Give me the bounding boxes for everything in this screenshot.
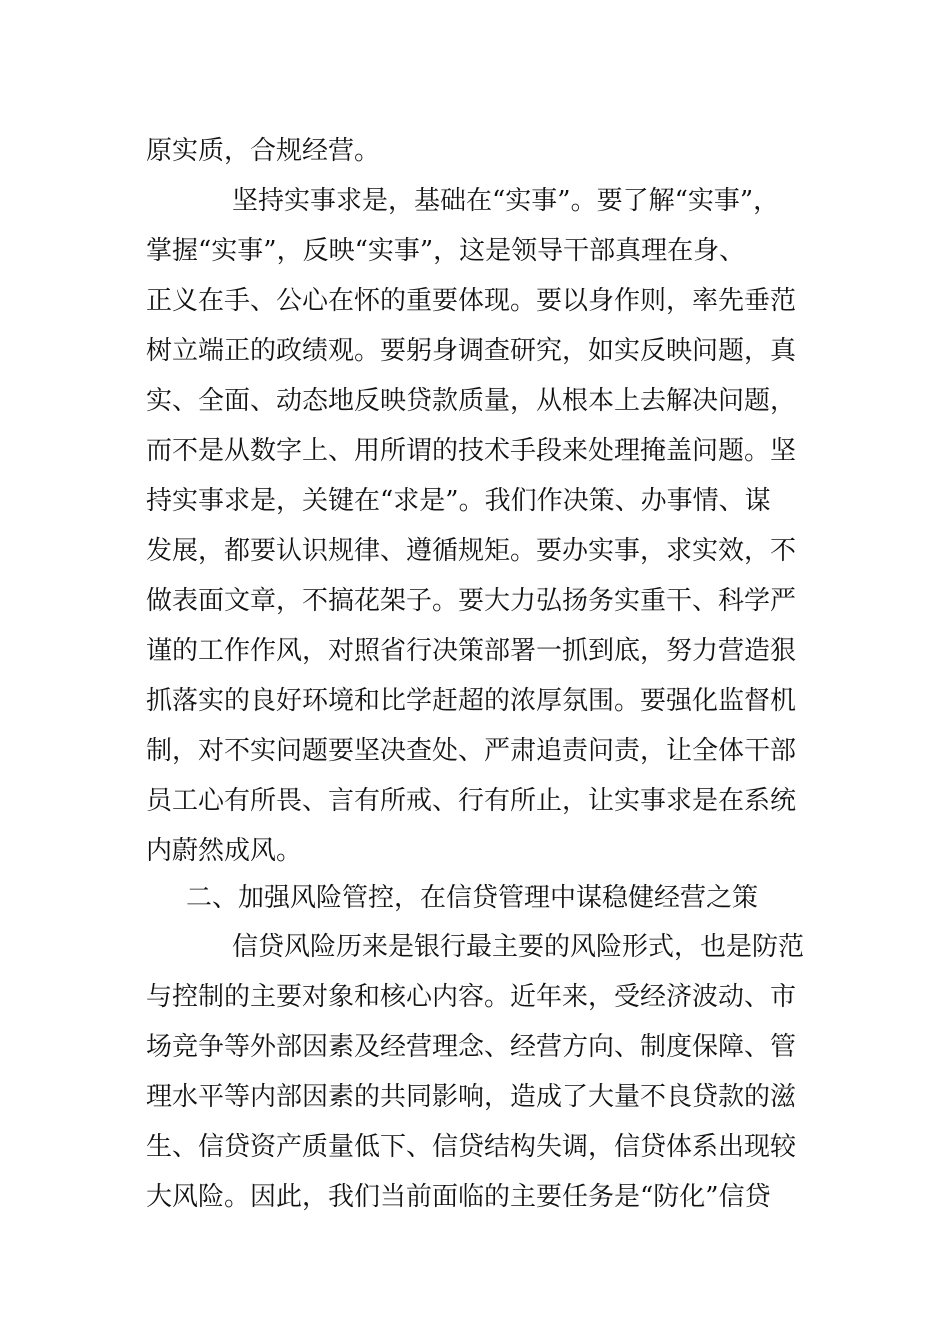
text-line: 谨的工作作风，对照省行决策部署一抓到底，努力营造狠 [146,636,797,666]
section-heading: 二、加强风险管控，在信贷管理中谋稳健经营之策 [186,883,759,913]
paragraph-first-line: 坚持实事求是，基础在“实事”。要了解“实事”， [232,186,780,216]
text-line: 原实质，合规经营。 [146,136,381,166]
text-line: 发展，都要认识规律、遵循规矩。要办实事，求实效，不 [146,536,797,566]
text-line: 内蔚然成风。 [146,836,303,866]
text-line: 制，对不实问题要坚决查处、严肃追责问责，让全体干部 [146,736,797,766]
text-line: 正义在手、公心在怀的重要体现。要以身作则，率先垂范 [146,286,797,316]
text-line: 实、全面、动态地反映贷款质量，从根本上去解决问题， [146,386,797,416]
text-line: 生、信贷资产质量低下、信贷结构失调，信贷体系出现较 [146,1132,797,1162]
text-line: 树立端正的政绩观。要躬身调查研究，如实反映问题，真 [146,336,797,366]
text-line: 大风险。因此，我们当前面临的主要任务是“防化”信贷 [146,1182,771,1212]
text-line: 而不是从数字上、用所谓的技术手段来处理掩盖问题。坚 [146,436,797,466]
text-line: 做表面文章，不搞花架子。要大力弘扬务实重干、科学严 [146,586,797,616]
text-line: 抓落实的良好环境和比学赶超的浓厚氛围。要强化监督机 [146,686,797,716]
text-line: 场竞争等外部因素及经营理念、经营方向、制度保障、管 [146,1032,797,1062]
text-line: 持实事求是，关键在“求是”。我们作决策、办事情、谋 [146,486,771,516]
text-line: 理水平等内部因素的共同影响，造成了大量不良贷款的滋 [146,1082,797,1112]
text-line: 掌握“实事”，反映“实事”，这是领导干部真理在身、 [146,236,746,266]
text-line: 员工心有所畏、言有所戒、行有所止，让实事求是在系统 [146,786,797,816]
text-line: 与控制的主要对象和核心内容。近年来，受经济波动、市 [146,982,797,1012]
paragraph-first-line: 信贷风险历来是银行最主要的风险形式，也是防范 [232,932,805,962]
